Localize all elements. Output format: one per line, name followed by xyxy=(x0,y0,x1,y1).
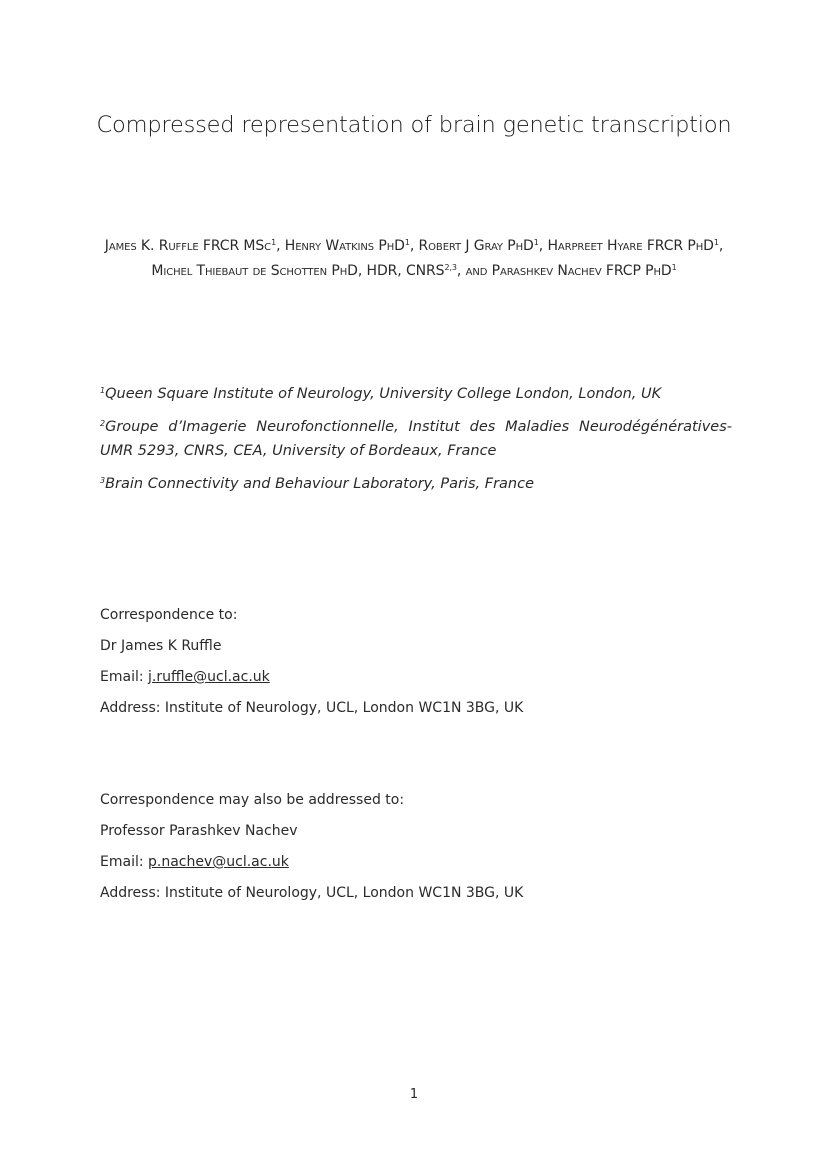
affiliation-number: 2 xyxy=(100,419,106,428)
affiliation-text: Brain Connectivity and Behaviour Laboratory, Paris, France xyxy=(105,476,534,492)
email-link[interactable]: j.ruffle@ucl.ac.uk xyxy=(148,669,270,685)
author-affiliation-mark: 1 xyxy=(713,238,719,247)
author-affiliation-mark: 2,3 xyxy=(444,263,457,272)
affiliation-item xyxy=(100,382,732,406)
author-list xyxy=(92,234,736,284)
alt-correspondence-name: Professor Parashkev Nachev xyxy=(100,823,298,839)
correspondence-heading: Correspondence to: xyxy=(100,607,238,623)
author-name: Parashkev Nachev FRCP PhD xyxy=(491,263,672,279)
author-affiliation-mark: 1 xyxy=(271,238,277,247)
author-name: Robert J Gray PhD xyxy=(418,238,534,254)
affiliation-text: Queen Square Institute of Neurology, University College London, London, UK xyxy=(105,386,662,402)
author-name: Harpreet Hyare FRCR PhD xyxy=(547,238,714,254)
author-separator: , xyxy=(409,238,419,254)
author-affiliation-mark: 1 xyxy=(404,238,410,247)
author-affiliation-mark: 1 xyxy=(533,238,539,247)
correspondence-name: Dr James K Ruffle xyxy=(100,638,222,654)
paper-title: Compressed representation of brain genetic transcription xyxy=(96,112,732,138)
alt-correspondence-block xyxy=(100,785,523,909)
correspondence-block xyxy=(100,600,523,724)
author-separator: , xyxy=(276,238,285,254)
author-separator: , xyxy=(538,238,548,254)
affiliation-item xyxy=(100,472,732,496)
email-link[interactable]: p.nachev@ucl.ac.uk xyxy=(148,854,289,870)
email-label: Email: xyxy=(100,669,149,685)
affiliation-text: Groupe d’Imagerie Neurofonctionnelle, Institut des Maladies Neurodégénératives-UMR 5293, CNRS, CEA, University of Bordeaux, France xyxy=(100,419,732,459)
affiliation-list xyxy=(100,382,732,505)
alt-correspondence-heading: Correspondence may also be addressed to: xyxy=(100,792,405,808)
page-number: 1 xyxy=(409,1087,419,1102)
author-name: Henry Watkins PhD xyxy=(284,238,405,254)
author-affiliation-mark: 1 xyxy=(671,263,677,272)
author-name: James K. Ruffle FRCR MSc xyxy=(104,238,272,254)
affiliation-item xyxy=(100,415,732,463)
email-label: Email: xyxy=(100,854,149,870)
author-name: Michel Thiebaut de Schotten PhD, HDR, CNRS xyxy=(151,263,445,279)
correspondence-email-line xyxy=(100,662,523,693)
author-separator: , xyxy=(718,238,724,254)
affiliation-number: 3 xyxy=(100,476,106,485)
correspondence-address: Address: Institute of Neurology, UCL, London WC1N 3BG, UK xyxy=(100,700,524,716)
alt-correspondence-address: Address: Institute of Neurology, UCL, London WC1N 3BG, UK xyxy=(100,885,524,901)
affiliation-number: 1 xyxy=(100,386,106,395)
alt-correspondence-email-line xyxy=(100,847,523,878)
author-separator: , and xyxy=(456,263,492,279)
